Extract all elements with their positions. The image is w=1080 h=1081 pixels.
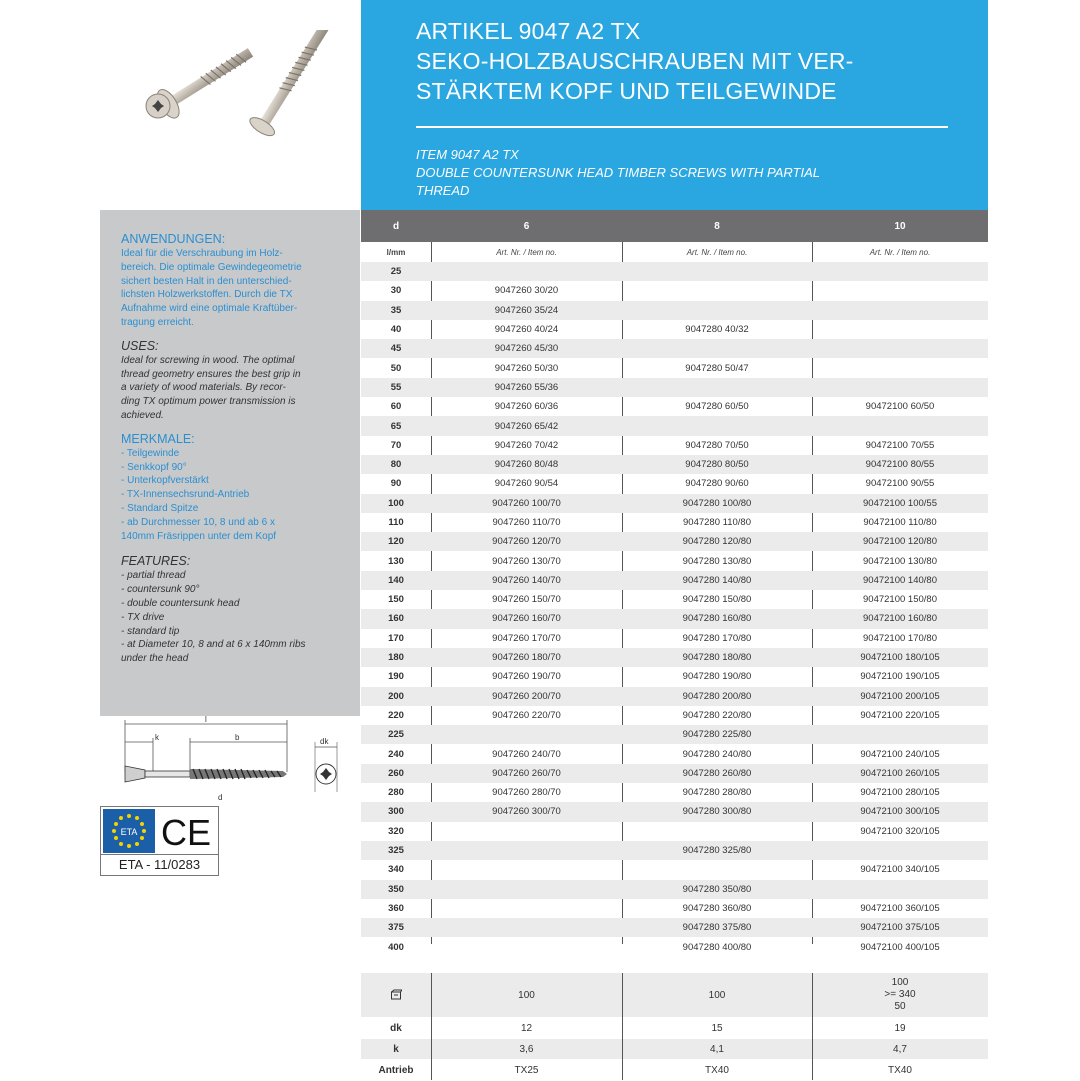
certification-box [100,806,219,876]
item-number-cell: 9047280 350/80 [682,883,752,895]
item-number-cell: 90472100 70/55 [865,439,935,451]
item-number-cell: 9047260 110/70 [492,517,561,528]
item-number-cell: 90472100 120/80 [863,536,937,548]
eta-logo-text: ETA [120,827,138,837]
package-qty-6: 100 [518,989,535,1001]
title-english [416,146,976,200]
table-subheader [361,242,988,262]
column-divider [812,973,813,1080]
length-cell: 320 [388,825,404,837]
anwendungen-title: ANWENDUNGEN: [121,232,226,246]
item-number-cell: 9047280 50/47 [685,362,749,374]
item-number-cell: 9047260 240/70 [492,748,561,760]
table-row [361,474,988,493]
package-icon [361,989,431,1001]
text-line: - TX-Innensechsrund-Antrieb [121,489,250,501]
package-qty-8: 100 [708,989,726,1001]
item-number-cell: 9047260 130/70 [492,555,561,567]
antrieb-label: Antrieb [378,1064,414,1076]
length-cell: 220 [388,709,404,721]
length-cell: 240 [388,748,404,760]
description-sidebar [100,210,360,716]
item-number-cell: 90472100 110/80 [863,517,937,528]
item-number-cell: 9047280 180/80 [682,652,752,664]
text-line: bereich. Die optimale Gewindegeometrie [121,261,302,273]
length-cell: 360 [388,902,404,914]
text-line: 140mm Fräsrippen unter dem Kopf [121,530,277,542]
table-row [361,783,988,802]
length-cell: 30 [390,285,402,297]
label-b: b [235,733,240,742]
text-line: Aufnahme wird eine optimale Kraftüber- [121,303,298,315]
dk-8: 15 [711,1022,723,1034]
item-number-cell: 9047260 30/20 [494,285,559,297]
table-row [361,455,988,474]
length-cell: 260 [388,767,404,779]
item-number-cell: 9047280 60/50 [685,401,749,413]
header-cell-8: 8 [714,220,720,232]
article-table [361,210,988,957]
item-number-cell: 9047280 325/80 [682,845,752,857]
item-number-cell: 9047280 260/80 [682,767,752,779]
package-row [361,973,988,1017]
table-row [361,378,988,397]
table-row [361,822,988,841]
length-cell: 150 [388,594,404,606]
text-line: a variety of wood materials. By recor- [121,382,286,394]
text-line: lichsten Holzwerkstoffen. Durch die TX [121,289,293,301]
item-number-cell: 9047260 65/42 [494,420,559,432]
dk-10: 19 [894,1022,906,1034]
item-number-cell: 9047280 360/80 [682,902,752,914]
item-number-cell: 9047260 140/70 [492,574,561,586]
label-l: l [205,715,207,724]
title-de-line: SEKO-HOLZBAUSCHRAUBEN MIT VER- [416,48,854,74]
item-number-cell: 9047280 150/80 [682,594,752,606]
text-line: thread geometry ensures the best grip in [121,368,301,380]
table-row [361,860,988,879]
ce-mark-icon [157,809,215,853]
table-row [361,436,988,455]
table-row [361,513,988,532]
table-row [361,281,988,300]
title-de-line: ARTIKEL 9047 A2 TX [416,18,641,44]
title-en-line: ITEM 9047 A2 TX [416,147,519,162]
product-image [130,30,330,160]
table-row [361,918,988,937]
table-row [361,648,988,667]
item-number-cell: 90472100 90/55 [865,478,935,490]
item-number-cell: 9047260 55/36 [494,381,559,393]
table-row [361,590,988,609]
table-row [361,629,988,648]
item-number-cell: 9047260 300/70 [492,806,561,818]
table-row [361,320,988,339]
subheader-item-no: Art. Nr. / Item no. [686,247,748,257]
item-number-cell: 9047280 300/80 [682,806,752,818]
item-number-cell: 9047280 375/80 [682,922,752,934]
antrieb-6: TX25 [514,1064,539,1076]
length-cell: 200 [388,690,404,702]
item-number-cell: 9047280 200/80 [682,690,752,702]
item-number-cell: 9047280 120/80 [682,536,752,548]
length-cell: 70 [390,439,402,451]
item-number-cell: 9047260 80/48 [494,459,559,471]
item-number-cell: 90472100 130/80 [863,555,937,567]
anwendungen-text [121,247,346,330]
table-row [361,494,988,513]
merkmale-list [121,447,346,544]
item-number-cell: 9047280 220/80 [682,709,752,721]
text-line: Ideal für die Verschraubung im Holz- [121,248,283,259]
item-number-cell: 9047260 180/70 [492,652,561,664]
table-row [361,764,988,783]
table-row [361,571,988,590]
item-number-cell: 9047260 160/70 [492,613,561,625]
text-line: - Unterkopfverstärkt [121,475,209,487]
table-row [361,744,988,763]
text-line: - standard tip [121,625,180,637]
length-cell: 180 [388,652,404,664]
item-number-cell: 90472100 375/105 [860,922,940,934]
subheader-lmm: l/mm [386,247,406,257]
item-number-cell: 9047280 130/80 [682,555,752,567]
item-number-cell: 9047260 60/36 [494,401,559,413]
package-qty-line: 50 [894,1001,906,1012]
column-divider [431,973,432,1080]
table-row [361,609,988,628]
item-number-cell: 9047260 260/70 [492,767,561,779]
text-line: sichert besten Halt in den unterschied- [121,275,292,287]
item-number-cell: 9047260 280/70 [492,787,561,799]
text-line: tragung erreicht. [121,316,194,328]
table-row [361,937,988,956]
table-row [361,262,988,281]
table-row [361,841,988,860]
title-de-line: STÄRKTEM KOPF UND TEILGEWINDE [416,78,837,104]
uses-text [121,354,346,423]
title-en-line: THREAD [416,183,470,198]
item-number-cell: 9047260 35/24 [494,304,559,316]
text-line: under the head [121,653,189,665]
item-number-cell: 9047280 280/80 [682,787,752,799]
header-cell-6: 6 [523,220,530,232]
item-number-cell: 90472100 200/105 [860,690,940,702]
specs-table [361,973,988,1081]
features-title: FEATURES: [121,554,191,569]
item-number-cell: 9047260 40/24 [494,324,559,336]
item-number-cell: 90472100 100/55 [863,497,937,509]
length-cell: 140 [388,574,404,586]
item-number-cell: 90472100 360/105 [860,902,940,914]
table-row [361,880,988,899]
length-cell: 400 [388,941,404,953]
length-cell: 375 [388,922,404,934]
text-line: - Standard Spitze [121,502,199,514]
k-8: 4,1 [710,1043,724,1055]
item-number-cell: 90472100 320/105 [860,825,940,837]
item-number-cell: 90472100 340/105 [860,864,940,876]
length-cell: 90 [390,478,402,490]
item-number-cell: 90472100 180/105 [860,652,940,664]
table-body [361,262,988,957]
title-german [416,16,976,106]
item-number-cell: 90472100 300/105 [860,806,940,818]
length-cell: 225 [388,729,404,741]
text-line: - at Diameter 10, 8 and at 6 x 140mm ribs [121,639,306,651]
uses-title: USES: [121,338,159,353]
text-line: - countersunk 90° [121,584,200,596]
length-cell: 130 [388,555,404,567]
antrieb-10: TX40 [888,1064,912,1076]
item-number-cell: 9047280 40/32 [685,324,749,336]
table-row [361,899,988,918]
header-cell-10: 10 [894,220,906,232]
table-row [361,358,988,377]
antrieb-row [361,1059,988,1081]
item-number-cell: 9047260 45/30 [494,343,559,355]
table-row [361,339,988,358]
column-divider [622,973,623,1080]
dk-label: dk [390,1022,402,1034]
table-header [361,210,988,242]
dk-row [361,1017,988,1039]
package-qty-line: 100 [891,977,909,988]
dk-6: 12 [520,1022,533,1034]
text-line: achieved. [121,409,164,421]
text-line: - ab Durchmesser 10, 8 und ab 6 x [121,516,275,528]
length-cell: 350 [388,883,404,895]
item-number-cell: 90472100 80/55 [865,459,935,471]
length-cell: 325 [388,845,404,857]
antrieb-8: TX40 [705,1064,729,1076]
item-number-cell: 90472100 260/105 [860,767,940,779]
item-number-cell: 9047260 100/70 [492,497,561,509]
subheader-item-no: Art. Nr. / Item no. [869,247,931,257]
table-row [361,397,988,416]
package-qty-line: >= 340 [884,989,916,1000]
item-number-cell: 90472100 400/105 [860,941,940,953]
text-line: - TX drive [121,611,165,623]
item-number-cell: 9047260 150/70 [492,594,561,606]
item-number-cell: 9047260 190/70 [492,671,561,683]
eta-logo-icon [103,809,155,853]
item-number-cell: 90472100 170/80 [863,632,937,644]
table-row [361,706,988,725]
length-cell: 120 [388,536,404,548]
item-number-cell: 9047280 170/80 [682,632,752,644]
item-number-cell: 90472100 220/105 [860,709,940,721]
table-row [361,667,988,686]
k-6: 3,6 [519,1043,534,1055]
length-cell: 65 [390,420,402,432]
length-cell: 45 [390,343,402,355]
k-10: 4,7 [893,1043,907,1055]
item-number-cell: 9047280 100/80 [682,497,752,509]
text-line: - Senkkopf 90° [121,461,187,473]
table-row [361,687,988,706]
text-line: ding TX optimum power transmission is [121,396,296,408]
table-row [361,532,988,551]
length-cell: 25 [390,266,402,278]
table-row [361,802,988,821]
ce-mark-text: CE [160,812,212,853]
length-cell: 190 [388,671,404,683]
table-row [361,416,988,435]
text-line: Ideal for screwing in wood. The optimal [121,354,295,366]
item-number-cell: 90472100 140/80 [863,574,937,586]
length-cell: 280 [388,787,404,799]
item-number-cell: 9047260 70/42 [494,439,559,451]
header-cell-d: d [392,220,400,232]
item-number-cell: 90472100 60/50 [865,401,935,413]
length-cell: 170 [388,632,404,644]
length-cell: 80 [390,459,402,471]
table-row [361,551,988,570]
technical-drawing [105,712,345,802]
length-cell: 110 [388,517,404,528]
length-cell: 100 [388,497,404,509]
header-banner [361,0,988,210]
text-line: - partial thread [121,570,186,582]
table-row [361,301,988,320]
item-number-cell: 90472100 280/105 [860,787,940,799]
length-cell: 340 [388,864,404,876]
length-cell: 300 [388,806,404,818]
item-number-cell: 9047280 110/80 [683,517,751,528]
item-number-cell: 90472100 160/80 [863,613,937,625]
label-d: d [218,793,223,802]
length-cell: 160 [388,613,404,625]
item-number-cell: 90472100 240/105 [860,748,940,760]
item-number-cell: 9047260 120/70 [492,536,561,548]
item-number-cell: 9047280 225/80 [682,729,752,741]
item-number-cell: 9047260 50/30 [494,362,559,374]
item-number-cell: 9047280 90/60 [685,478,749,490]
item-number-cell: 9047280 240/80 [682,748,752,760]
item-number-cell: 9047280 400/80 [682,941,752,953]
k-label: k [393,1043,399,1055]
item-number-cell: 9047280 70/50 [685,439,749,451]
item-number-cell: 9047280 80/50 [685,459,749,471]
label-k: k [155,733,159,742]
item-number-cell: 9047260 220/70 [492,709,561,721]
k-row [361,1039,988,1059]
eta-number: ETA - 11/0283 [101,854,218,875]
header-divider [416,126,948,128]
text-line: - double countersunk head [121,597,240,609]
item-number-cell: 90472100 150/80 [863,594,937,606]
package-qty-10 [812,977,988,1013]
length-cell: 35 [390,304,402,316]
text-line: - Teilgewinde [121,447,180,459]
item-number-cell: 9047260 170/70 [492,632,561,644]
length-cell: 60 [390,401,402,413]
item-number-cell: 9047260 200/70 [492,690,561,702]
table-row [361,725,988,744]
length-cell: 50 [390,362,402,374]
label-dk: dk [320,737,329,746]
merkmale-title: MERKMALE: [121,431,195,446]
subheader-item-no: Art. Nr. / Item no. [496,247,557,257]
item-number-cell: 9047280 190/80 [682,671,752,683]
item-number-cell: 90472100 190/105 [860,671,940,683]
features-list [121,569,346,666]
item-number-cell: 9047260 90/54 [494,478,559,490]
title-en-line: DOUBLE COUNTERSUNK HEAD TIMBER SCREWS WITH PARTIAL [416,165,821,180]
length-cell: 55 [390,381,402,393]
item-number-cell: 9047280 140/80 [682,574,752,586]
length-cell: 40 [390,324,402,336]
item-number-cell: 9047280 160/80 [682,613,752,625]
